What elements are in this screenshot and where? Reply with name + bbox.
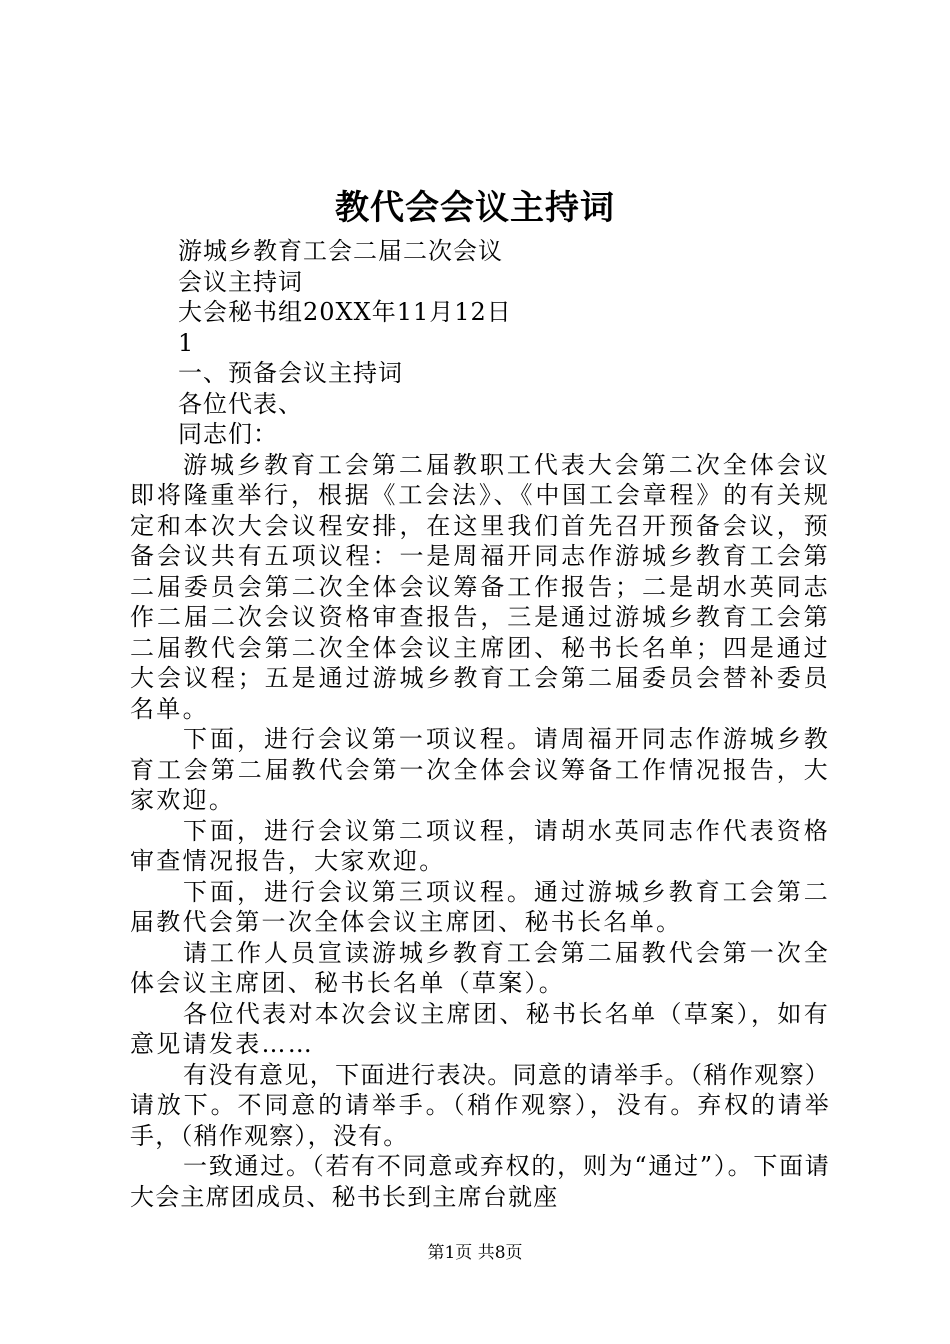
body-paragraph: 下面，进行会议第一项议程。请周福开同志作游城乡教育工会第二届教代会第一次全体会议筹备工作情况报告，大家欢迎。: [130, 725, 830, 814]
body-paragraph: 一致通过。（若有不同意或弃权的，则为“通过”）。下面请大会主席团成员、秘书长到主席台就座: [130, 1152, 830, 1211]
section-heading: 一、预备会议主持词: [178, 359, 403, 387]
salutation-line: 同志们：: [178, 420, 278, 448]
body-paragraph: 各位代表对本次会议主席团、秘书长名单（草案），如有意见请发表……: [130, 999, 830, 1058]
body-paragraph: 下面，进行会议第三项议程。通过游城乡教育工会第二届教代会第一次全体会议主席团、秘书长名单。: [130, 877, 830, 936]
body-paragraph: 下面，进行会议第二项议程，请胡水英同志作代表资格审查情况报告，大家欢迎。: [130, 816, 830, 875]
body-paragraph: 请工作人员宣读游城乡教育工会第二届教代会第一次全体会议主席团、秘书长名单（草案）。: [130, 938, 830, 997]
number-line: 1: [178, 328, 195, 357]
document-body: [130, 236, 830, 1212]
document-title: 教代会会议主持词: [335, 188, 615, 228]
salutation-line: 各位代表、: [178, 389, 303, 418]
meeting-name-line: 游城乡教育工会二届二次会议: [178, 237, 503, 265]
subtitle-line: 会议主持词: [178, 267, 303, 296]
date-line: 大会秘书组20XX年11月12日: [178, 298, 512, 326]
page-footer: 第1页 共8页: [427, 1243, 523, 1263]
body-paragraph: 有没有意见，下面进行表决。同意的请举手。（稍作观察）请放下。不同意的请举手。（稍作观察），没有。弃权的请举手，（稍作观察），没有。: [130, 1060, 830, 1150]
body-paragraph: 游城乡教育工会第二届教职工代表大会第二次全体会议即将隆重举行，根据《工会法》、《中国工会章程》的有关规定和本次大会议程安排，在这里我们首先召开预备会议，预备会议共有五项议程：一是周福开同志作游城乡教育工会第二届委员会第二次全体会议筹备工作报告；二是胡水英同志作二届二次会议资格审查报告，三是通过游城乡教育工会第二届教代会第二次全体会议主席团、秘书长名单；四是通过大会议程；五是通过游城乡教育工会第二届委员会替补委员名单。: [130, 450, 830, 723]
